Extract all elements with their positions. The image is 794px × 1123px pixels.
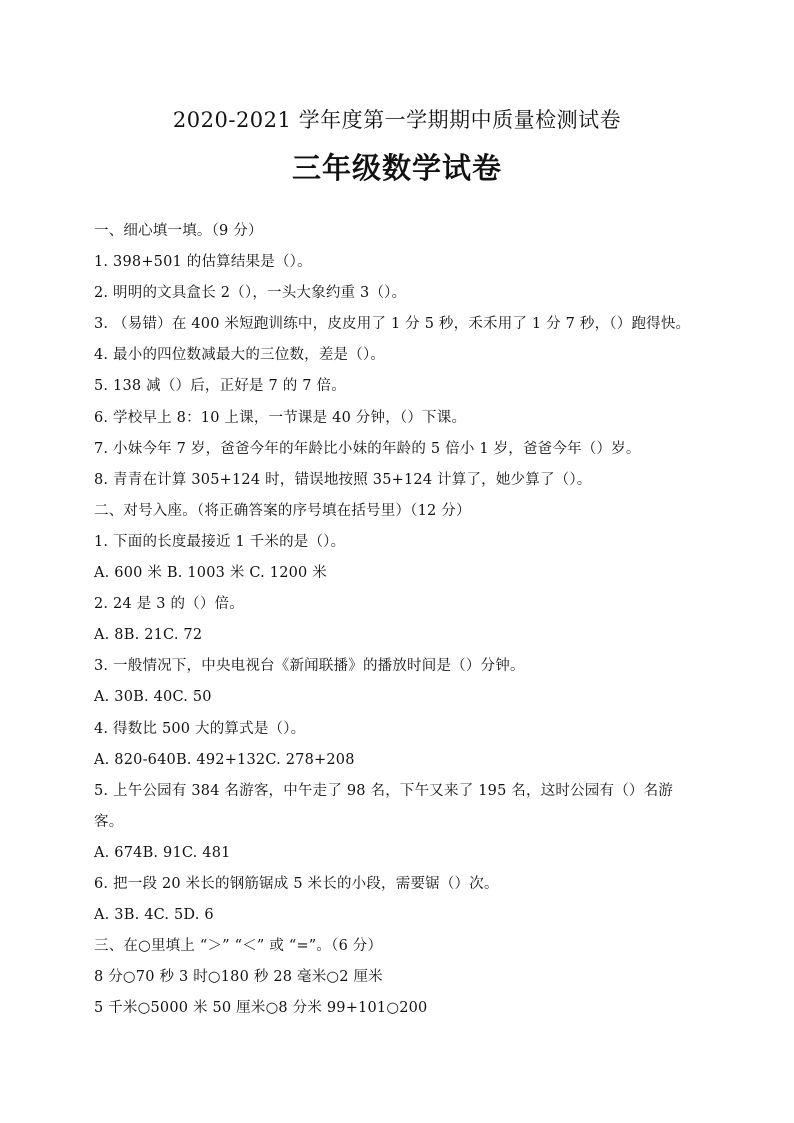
question-line: 5. 上午公园有 384 名游客，中午走了 98 名，下午又来了 195 名，这时公园有（）名游 xyxy=(94,782,673,799)
section-heading: 一、细心填一填。（9 分） xyxy=(94,223,263,239)
question-line: 2. 24 是 3 的（）倍。 xyxy=(94,596,244,613)
question-line: 1. 398+501 的估算结果是（）。 xyxy=(94,254,312,271)
question-line: 8. 青青在计算 305+124 时，错误地按照 35+124 计算了，她少算了（）。 xyxy=(94,471,592,488)
answer-options: A. 3B. 4C. 5D. 6 xyxy=(94,907,214,924)
exam-subtitle: 三年级数学试卷 xyxy=(291,151,502,185)
question-line: 4. 最小的四位数减最大的三位数，差是（）。 xyxy=(94,347,386,364)
question-line: 5. 138 减（）后，正好是 7 的 7 倍。 xyxy=(94,378,346,395)
answer-options: A. 8B. 21C. 72 xyxy=(94,627,203,644)
section-heading: 三、在○里填上 “＞” “＜” 或 “=”。（6 分） xyxy=(94,938,383,955)
exam-title: 2020-2021 学年度第一学期期中质量检测试卷 xyxy=(172,108,622,132)
question-line: 7. 小妹今年 7 岁，爸爸今年的年龄比小妹的年龄的 5 倍小 1 岁，爸爸今年（）岁。 xyxy=(94,440,641,457)
question-line: 6. 学校早上 8：10 上课，一节课是 40 分钟，（）下课。 xyxy=(94,409,467,426)
comparison-line: 8 分○70 秒 3 时○180 秒 28 毫米○2 厘米 xyxy=(94,969,383,986)
question-line: 2. 明明的文具盒长 2（），一头大象约重 3（）。 xyxy=(94,285,407,302)
section-heading: 二、对号入座。（将正确答案的序号填在括号里）（12 分） xyxy=(94,502,471,519)
question-line: 6. 把一段 20 米长的钢筋锯成 5 米长的小段，需要锯（）次。 xyxy=(94,875,499,892)
question-line: 1. 下面的长度最接近 1 千米的是（）。 xyxy=(94,533,346,550)
question-line-continued: 客。 xyxy=(94,813,124,830)
question-line: 3. 一般情况下，中央电视台《新闻联播》的播放时间是（）分钟。 xyxy=(94,658,525,675)
question-line: 3. （易错）在 400 米短跑训练中，皮皮用了 1 分 5 秒，禾禾用了 1 分 7 秒，（）跑得快。 xyxy=(94,316,691,333)
answer-options: A. 600 米 B. 1003 米 C. 1200 米 xyxy=(94,565,327,582)
answer-options: A. 820-640B. 492+132C. 278+208 xyxy=(94,751,355,768)
comparison-line: 5 千米○5000 米 50 厘米○8 分米 99+101○200 xyxy=(94,1000,428,1017)
answer-options: A. 674B. 91C. 481 xyxy=(94,844,231,861)
answer-options: A. 30B. 40C. 50 xyxy=(94,689,212,706)
question-line: 4. 得数比 500 大的算式是（）。 xyxy=(94,720,306,737)
exam-body xyxy=(94,216,714,1024)
